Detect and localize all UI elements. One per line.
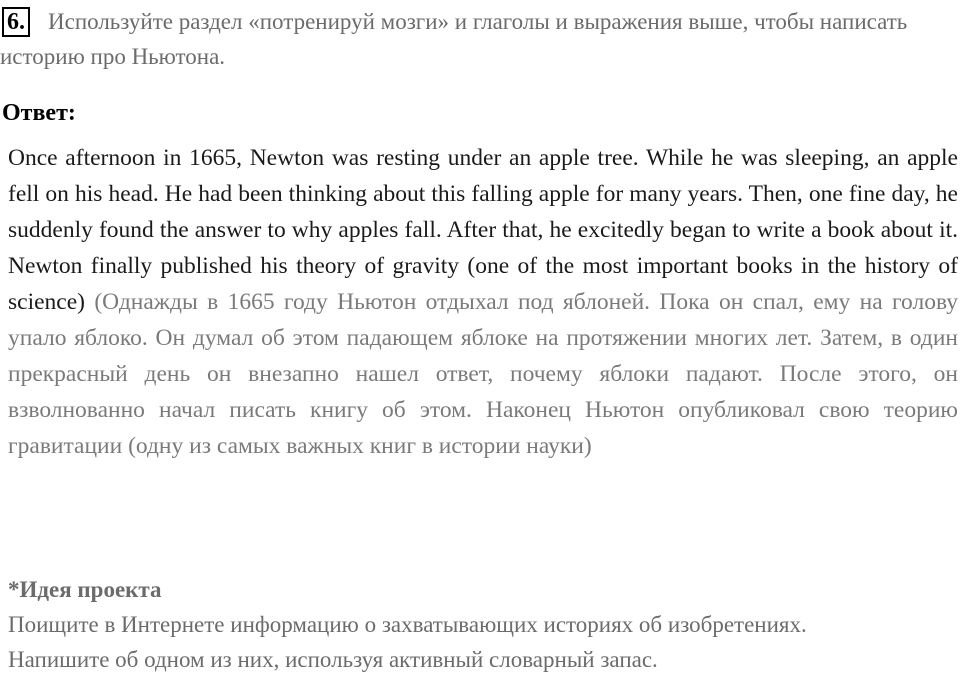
- project-line-1: Поищите в Интернете информацию о захватывающих историях об изобретениях.: [8, 612, 807, 637]
- answer-label: Ответ:: [2, 100, 76, 126]
- answer-text: [8, 140, 958, 464]
- task-text: Используйте раздел «потренируй мозги» и глаголы и выражения выше, чтобы написать историю про Ньютона.: [0, 9, 908, 69]
- task-number: 6.: [2, 7, 30, 37]
- project-title: *Идея проекта: [8, 577, 162, 602]
- answer-russian: (Однажды в 1665 году Ньютон отдыхал под яблоней. Пока он спал, ему на голову упало яблоко. Он думал об этом падающем яблоке на протяжении многих лет. Затем, в один прекрасный день он внезапно нашел ответ, почему яблоки падают. После этого, он взволнованно начал писать книгу об этом. Наконец Ньютон опубликовал свою теорию гравитации (одну из самых важных книг в истории науки): [8, 289, 959, 459]
- task-instruction: [0, 4, 955, 74]
- answer-english: Once afternoon in 1665, Newton was resting under an apple tree. While he was sleeping, an apple fell on his head. He had been thinking about this falling apple for many years. Then, one fine day, he suddenly found the answer to why apples fall. After that, he excitedly began to write a book about it. Newton finally published his theory of gravity (one of the most important books in the history of science): [8, 145, 958, 315]
- project-idea: [8, 572, 958, 677]
- project-line-2: Напишите об одном из них, используя активный словарный запас.: [8, 647, 658, 672]
